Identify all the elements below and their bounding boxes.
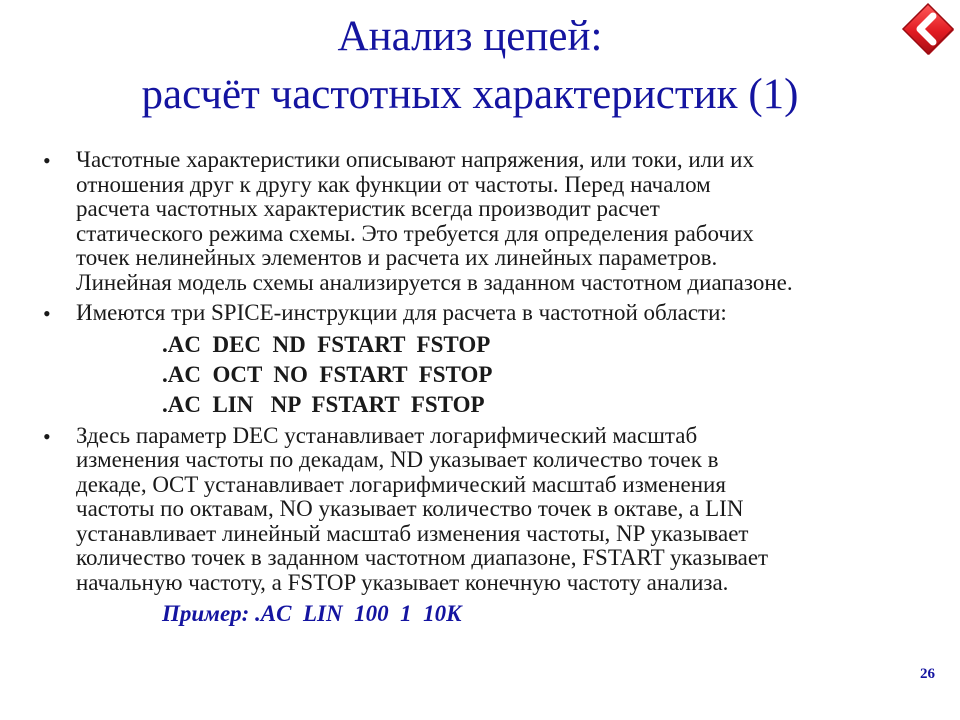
spice-command-list bbox=[40, 330, 920, 420]
text-line: Имеются три SPICE-инструкции для расчета в частотной области: bbox=[76, 300, 727, 325]
title-line-1: Анализ цепей: bbox=[337, 13, 603, 60]
title-line-2: расчёт частотных характеристик (1) bbox=[141, 71, 799, 118]
text-line: Линейная модель схемы анализируется в заданном частотном диапазоне. bbox=[76, 269, 793, 295]
text-line: частоты по октавам, NO указывает количество точек в октаве, а LIN bbox=[76, 496, 744, 521]
spice-command-lin: .AC LIN NP FSTART FSTOP bbox=[162, 391, 485, 417]
back-arrow-icon bbox=[901, 2, 955, 56]
bullet-marker: • bbox=[43, 423, 51, 449]
bullet-item-1 bbox=[40, 148, 920, 295]
slide-title bbox=[0, 8, 940, 124]
text-line: изменения частоты по декадам, ND указывает количество точек в bbox=[76, 447, 719, 472]
text-line: расчета частотных характеристик всегда производит расчет bbox=[76, 196, 660, 221]
example-command: Пример: .AC LIN 100 1 10K bbox=[162, 601, 462, 626]
text-line: точек нелинейных элементов и расчета их линейных параметров. bbox=[76, 245, 718, 270]
spice-command-oct: .AC OCT NO FSTART FSTOP bbox=[162, 361, 493, 387]
spice-command-dec: .AC DEC ND FSTART FSTOP bbox=[162, 331, 491, 357]
text-line: отношения друг к другу как функции от частоты. Перед началом bbox=[76, 171, 711, 197]
bullet-item-3 bbox=[40, 424, 920, 596]
text-line: количество точек в заданном частотном диапазоне, FSTART указывает bbox=[76, 545, 769, 570]
bullet-marker: • bbox=[43, 301, 51, 326]
bullet-marker: • bbox=[43, 148, 51, 173]
back-button[interactable] bbox=[901, 2, 955, 56]
bullet-item-2 bbox=[40, 301, 920, 326]
text-line: статического режима схемы. Это требуется для определения рабочих bbox=[76, 220, 754, 246]
text-line: устанавливает линейный масштаб изменения частоты, NP указывает bbox=[76, 520, 749, 546]
slide-content bbox=[40, 148, 920, 629]
text-line: Частотные характеристики описывают напряжения, или токи, или их bbox=[76, 147, 754, 172]
text-line: Здесь параметр DEC устанавливает логарифмический масштаб bbox=[76, 422, 698, 448]
text-line: начальную частоту, а FSTOP указывает конечную частоту анализа. bbox=[76, 569, 729, 595]
text-line: декаде, OCT устанавливает логарифмический масштаб изменения bbox=[76, 471, 726, 497]
page-number: 26 bbox=[920, 666, 935, 682]
